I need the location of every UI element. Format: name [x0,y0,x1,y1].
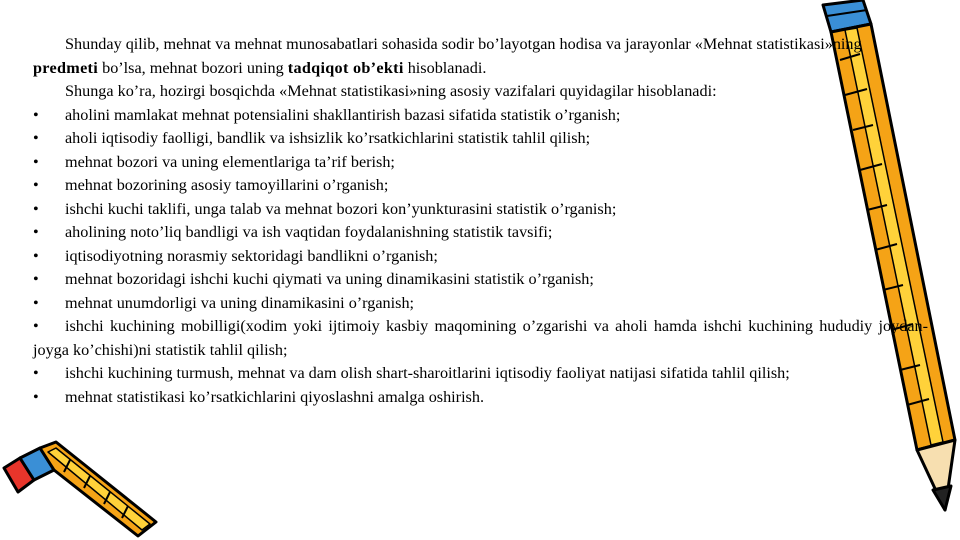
list-item [33,221,928,245]
term-tadqiqot-obekti: tadqiqot ob’ekti [287,58,404,77]
task-list [33,104,928,410]
bullet-symbol: • [33,176,39,194]
list-item-text: aholi iqtisodiy faolligi, bandlik va ishsizlik ko’rsatkichlarini statistik tahlil qilish; [65,129,591,147]
list-item-text: ishchi kuchining mobilligi(xodim yoki ijtimoiy kasbiy maqomining o’zgarishi va aholi hamda ishchi kuchining hududiy joydan-joyga ko’chishi)ni statistik tahlil qilish; [33,317,928,359]
list-item [33,174,928,198]
intro-paragraph-2: Shunga ko’ra, hozirgi bosqichda «Mehnat statistikasi»ning asosiy vazifalari quyidagilar hisoblanadi: [65,82,717,100]
intro-text-middle: bo’lsa, mehnat bozori uning [98,58,288,77]
list-item-text: mehnat bozoridagi ishchi kuchi qiymati va uning dinamikasini statistik o’rganish; [65,270,594,288]
list-item-text: iqtisodiyotning norasmiy sektoridagi bandlikni o’rganish; [65,246,438,265]
pencil-left-icon [0,438,160,540]
list-item-text: mehnat bozori va uning elementlariga ta’rif berish; [65,152,395,171]
list-item [33,386,928,410]
bullet-symbol: • [33,223,39,241]
list-item [33,198,928,222]
list-item-text: aholining noto’liq bandligi va ish vaqtidan foydalanishning statistik tavsifi; [65,223,553,241]
bullet-symbol: • [33,364,39,382]
bullet-symbol: • [33,199,39,218]
bullet-symbol: • [33,246,39,265]
intro-paragraph-1 [33,33,928,80]
list-item [33,362,928,386]
list-item [33,292,928,316]
list-item-text: ishchi kuchi taklifi, unga talab va mehnat bozori kon’yunkturasini statistik o’rganish; [65,199,617,218]
list-item [33,104,928,128]
list-item [33,151,928,175]
bullet-symbol: • [33,152,39,171]
list-item-text: ishchi kuchining turmush, mehnat va dam olish shart-sharoitlarini iqtisodiy faoliyat natijasi sifatida tahlil qilish; [65,364,790,382]
bullet-symbol: • [33,105,39,124]
list-item-text: aholini mamlakat mehnat potensialini shakllantirish bazasi sifatida statistik o’rganish; [65,105,621,124]
list-item [33,245,928,269]
list-item-text: mehnat unumdorligi va uning dinamikasini o’rganish; [65,293,415,312]
list-item-text: mehnat statistikasi ko’rsatkichlarini qiyoslashni amalga oshirish. [65,387,485,406]
bullet-symbol: • [33,387,39,406]
bullet-symbol: • [33,129,39,147]
term-predmeti: predmeti [33,58,99,77]
list-item-text: mehnat bozorining asosiy tamoyillarini o’rganish; [65,176,389,194]
text-body [33,33,928,409]
list-item [33,127,928,151]
intro-text-start: Shunday qilib, mehnat va mehnat munosabatlari sohasida sodir bo’layotgan hodisa va jarayonlar «Mehnat statistikasi»ning [65,35,862,53]
list-item [33,268,928,292]
intro-text-end: hisoblanadi. [403,58,487,77]
bullet-symbol: • [33,293,39,312]
bullet-symbol: • [33,270,39,288]
list-item [33,315,928,362]
bullet-symbol: • [33,317,39,335]
